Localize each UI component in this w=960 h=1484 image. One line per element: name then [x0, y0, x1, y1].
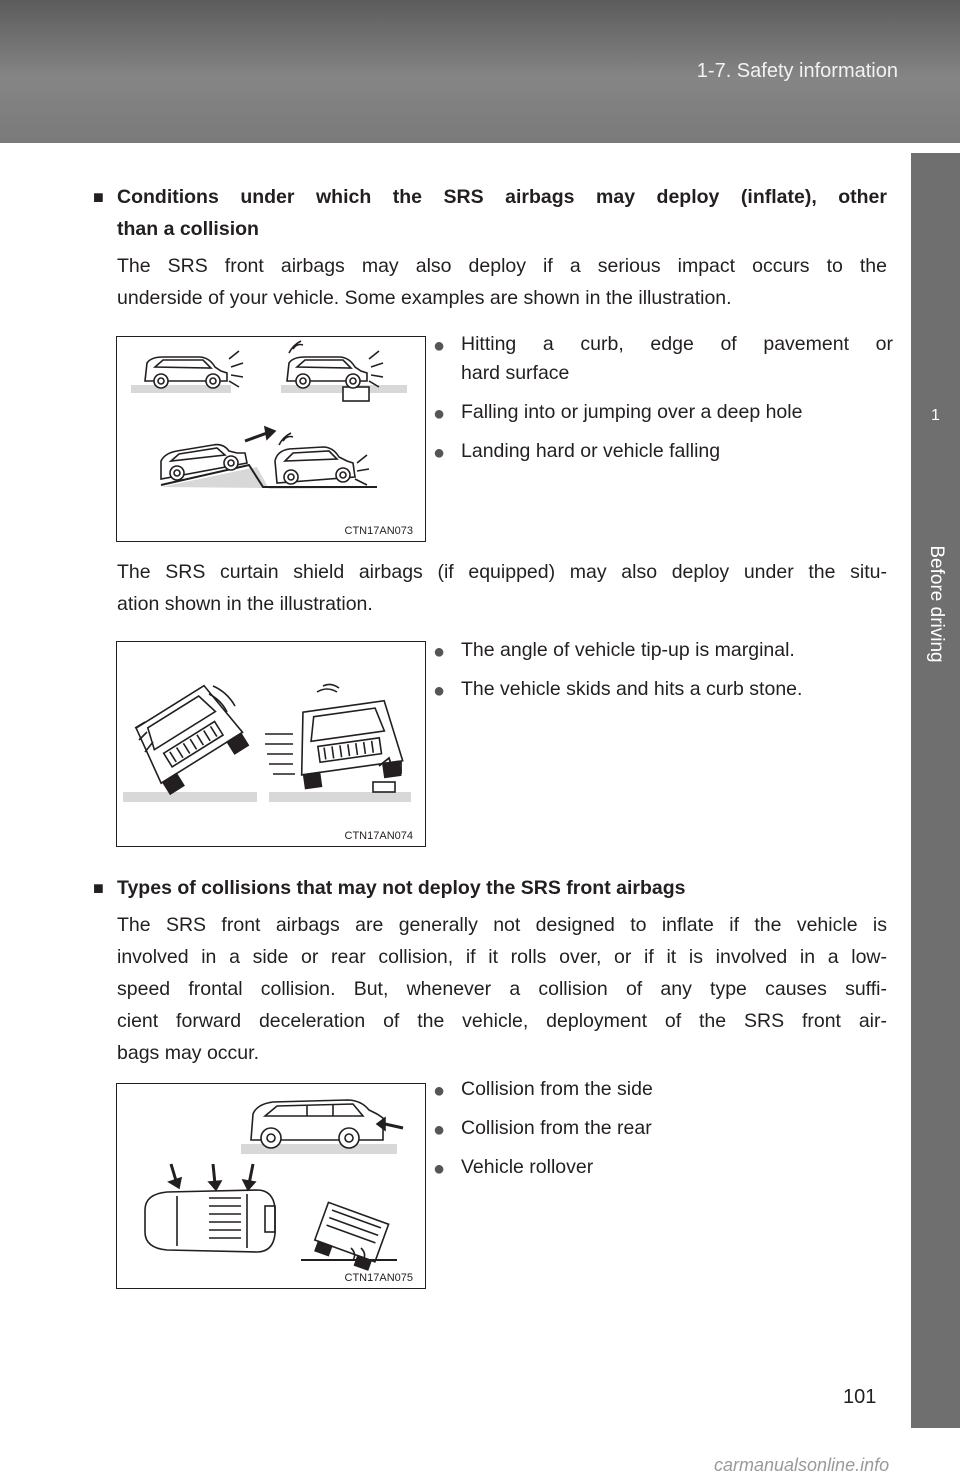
paragraph-1 [117, 250, 887, 314]
list-item-text: Vehicle rollover [461, 1156, 594, 1178]
paragraph-1-line-2: underside of your vehicle. Some examples are shown in the illustration. [117, 287, 732, 309]
bullet-dot-icon: ● [433, 442, 446, 464]
heading-square-icon: ■ [93, 878, 104, 898]
section-title: 1-7. Safety information [696, 60, 898, 82]
paragraph-2-line-2: ation shown in the illustration. [117, 593, 373, 615]
page-header [0, 0, 960, 143]
illustration-underside-impact [116, 336, 426, 542]
bullet-dot-icon: ● [433, 641, 446, 663]
curtain-airbag-drawing [117, 642, 425, 846]
bullet-list-3 [433, 1075, 893, 1192]
list-item [433, 398, 893, 427]
figure-3-code: CTN17AN075 [344, 1272, 413, 1284]
section-heading-2 [93, 872, 887, 904]
paragraph-3-line: The SRS front airbags are generally not designed to inflate if the vehicle is [117, 914, 887, 936]
illustration-curtain-airbag [116, 641, 426, 847]
chapter-number: 1 [931, 407, 940, 424]
figure-1-code: CTN17AN073 [344, 525, 413, 537]
chapter-side-tab [911, 153, 960, 1428]
list-item-text: The angle of vehicle tip-up is marginal. [461, 639, 795, 661]
paragraph-2-line-1: The SRS curtain shield airbags (if equipped) may also deploy under the situ- [117, 561, 887, 583]
list-item [433, 636, 893, 665]
list-item-text: hard surface [461, 362, 570, 384]
bullet-dot-icon: ● [433, 403, 446, 425]
bullet-dot-icon: ● [433, 680, 446, 702]
paragraph-1-line-1: The SRS front airbags may also deploy if a serious impact occurs to the [117, 255, 887, 277]
heading-square-icon: ■ [93, 187, 104, 207]
list-item-text: Collision from the side [461, 1078, 653, 1100]
bullet-list-2 [433, 636, 893, 714]
list-item [433, 437, 893, 466]
bullet-dot-icon: ● [433, 1119, 446, 1141]
list-item [433, 675, 893, 704]
chapter-label: Before driving [925, 545, 947, 663]
list-item-text: Landing hard or vehicle falling [461, 440, 721, 462]
illustration-non-deploy-collisions [116, 1083, 426, 1289]
list-item [433, 1153, 893, 1182]
paragraph-3-line: speed frontal collision. But, whenever a collision of any type causes suffi- [117, 978, 887, 1000]
paragraph-3-line: cient forward deceleration of the vehicle, deployment of the SRS front air- [117, 1010, 887, 1032]
heading-2-text: Types of collisions that may not deploy the SRS front airbags [117, 877, 686, 899]
figure-2-code: CTN17AN074 [344, 830, 413, 842]
list-item [433, 330, 893, 388]
heading-1-line-2: than a collision [117, 218, 259, 240]
list-item-text: Collision from the rear [461, 1117, 652, 1139]
bullet-dot-icon: ● [433, 335, 446, 357]
heading-1-line-1: Conditions under which the SRS airbags may deploy (inflate), other [117, 186, 887, 208]
non-deploy-collisions-drawing [117, 1084, 425, 1288]
page-number: 101 [843, 1386, 877, 1408]
bullet-dot-icon: ● [433, 1158, 446, 1180]
paragraph-3 [117, 909, 887, 1069]
underside-impact-drawing [117, 337, 425, 541]
list-item-text: Falling into or jumping over a deep hole [461, 401, 803, 423]
paragraph-3-line: bags may occur. [117, 1042, 259, 1064]
list-item [433, 1075, 893, 1104]
list-item-text: The vehicle skids and hits a curb stone. [461, 678, 803, 700]
bullet-dot-icon: ● [433, 1080, 446, 1102]
list-item [433, 1114, 893, 1143]
footer-watermark: carmanualsonline.info [714, 1455, 890, 1475]
bullet-list-1 [433, 330, 893, 476]
section-heading-1 [93, 181, 887, 245]
paragraph-2 [117, 556, 887, 620]
list-item-text: Hitting a curb, edge of pavement or [461, 333, 893, 355]
paragraph-3-line: involved in a side or rear collision, if it rolls over, or if it is involved in a low- [117, 946, 887, 968]
